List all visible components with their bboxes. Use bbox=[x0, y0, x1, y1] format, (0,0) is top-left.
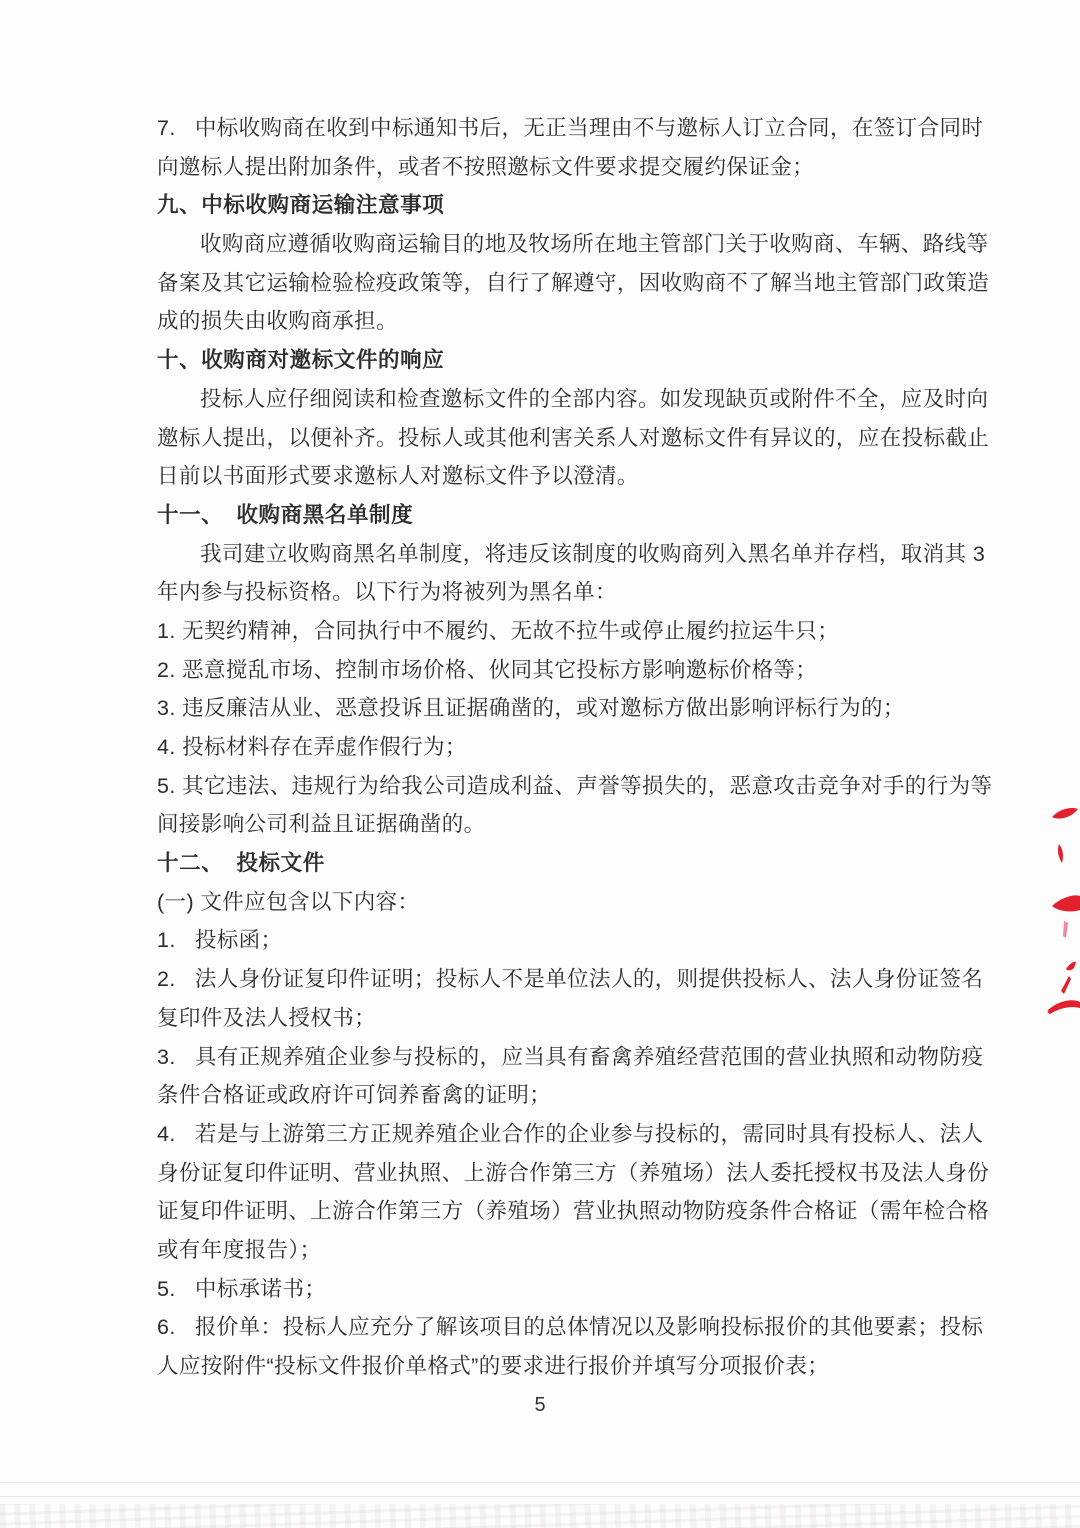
red-pen-stroke-thin bbox=[1063, 921, 1068, 938]
red-pen-stroke-comma bbox=[1058, 844, 1063, 863]
document-line: 我司建立收购商黑名单制度，将违反该制度的收购商列入黑名单并存档，取消其 3 bbox=[200, 541, 986, 566]
section-heading: 九、中标收购商运输注意事项 bbox=[157, 193, 445, 218]
red-pen-stroke-slash bbox=[1061, 976, 1071, 994]
document-line: 成的损失由收购商承担。 bbox=[157, 309, 398, 334]
scan-speckle-band bbox=[0, 1504, 1080, 1528]
document-line: 5. 其它违法、违规行为给我公司造成利益、声誉等损失的，恶意攻击竞争对手的行为等 bbox=[157, 773, 993, 798]
document-line: 人应按附件“投标文件报价单格式”的要求进行报价并填写分项报价表； bbox=[157, 1354, 830, 1378]
scan-hairline bbox=[0, 1496, 1080, 1497]
document-line: 1. 无契约精神，合同执行中不履约、无故不拉牛或停止履约拉运牛只； bbox=[157, 618, 840, 643]
document-line: 复印件及法人授权书； bbox=[157, 1005, 377, 1030]
document-line: 4. 若是与上游第三方正规养殖企业合作的企业参与投标的，需同时具有投标人、法人 bbox=[157, 1121, 984, 1146]
scan-bottom-edge-artifact bbox=[0, 1482, 1080, 1528]
document-line: 邀标人提出，以便补齐。投标人或其他利害关系人对邀标文件有异议的，应在投标截止 bbox=[157, 425, 990, 450]
red-pen-stroke-swoosh bbox=[1048, 1000, 1080, 1014]
document-line: 4. 投标材料存在弄虚作假行为； bbox=[157, 735, 467, 759]
document-text-block bbox=[157, 109, 993, 1386]
red-pen-annotation-marks bbox=[1020, 790, 1080, 1030]
section-heading: 十一、 收购商黑名单制度 bbox=[157, 502, 414, 527]
document-line: 2. 恶意搅乱市场、控制市场价格、伙同其它投标方影响邀标价格等； bbox=[157, 657, 818, 682]
document-line: 1. 投标函； bbox=[157, 928, 283, 953]
document-line: 收购商应遵循收购商运输目的地及牧场所在地主管部门关于收购商、车辆、路线等 bbox=[200, 232, 989, 257]
document-line: 3. 具有正规养殖企业参与投标的，应当具有畜禽养殖经营范围的营业执照和动物防疫 bbox=[157, 1044, 984, 1069]
red-pen-stroke-wedge bbox=[1052, 895, 1080, 911]
document-line: 条件合格证或政府许可饲养畜禽的证明； bbox=[157, 1083, 552, 1108]
section-heading: 十、收购商对邀标文件的响应 bbox=[157, 348, 445, 373]
scan-hairline bbox=[0, 1482, 1080, 1483]
document-line: 间接影响公司利益且证据确凿的。 bbox=[157, 812, 486, 837]
document-line: 6. 报价单：投标人应充分了解该项目的总体情况以及影响投标报价的其他要素；投标 bbox=[157, 1315, 984, 1340]
document-line: 日前以书面形式要求邀标人对邀标文件予以澄清。 bbox=[157, 464, 639, 489]
red-pen-stroke-tick bbox=[1066, 962, 1076, 971]
document-line: 投标人应仔细阅读和检查邀标文件的全部内容。如发现缺页或附件不全，应及时向 bbox=[200, 386, 989, 411]
document-line: 或有年度报告）； bbox=[157, 1237, 322, 1262]
page-number: 5 bbox=[534, 1394, 546, 1416]
section-heading: 十二、 投标文件 bbox=[157, 851, 325, 876]
document-line: 身份证复印件证明、营业执照、上游合作第三方（养殖场）法人委托授权书及法人身份 bbox=[157, 1160, 990, 1185]
document-line: 5. 中标承诺书； bbox=[157, 1276, 327, 1301]
document-line: 2. 法人身份证复印件证明；投标人不是单位法人的，则提供投标人、法人身份证签名 bbox=[157, 967, 984, 992]
document-line: 备案及其它运输检验检疫政策等，自行了解遵守，因收购商不了解当地主管部门政策造 bbox=[157, 270, 990, 295]
document-line: 3. 违反廉洁从业、恶意投诉且证据确凿的，或对邀标方做出影响评标行为的； bbox=[157, 696, 905, 721]
document-line: 证复印件证明、上游合作第三方（养殖场）营业执照动物防疫条件合格证（需年检合格 bbox=[157, 1199, 990, 1224]
document-line: (一) 文件应包含以下内容： bbox=[157, 889, 420, 914]
document-line: 向邀标人提出附加条件，或者不按照邀标文件要求提交履约保证金； bbox=[157, 154, 815, 179]
document-line: 年内参与投标资格。以下行为将被列为黑名单： bbox=[157, 580, 617, 605]
red-pen-stroke-dash bbox=[1052, 808, 1078, 819]
document-line: 7. 中标收购商在收到中标通知书后，无正当理由不与邀标人订立合同，在签订合同时 bbox=[157, 116, 984, 140]
